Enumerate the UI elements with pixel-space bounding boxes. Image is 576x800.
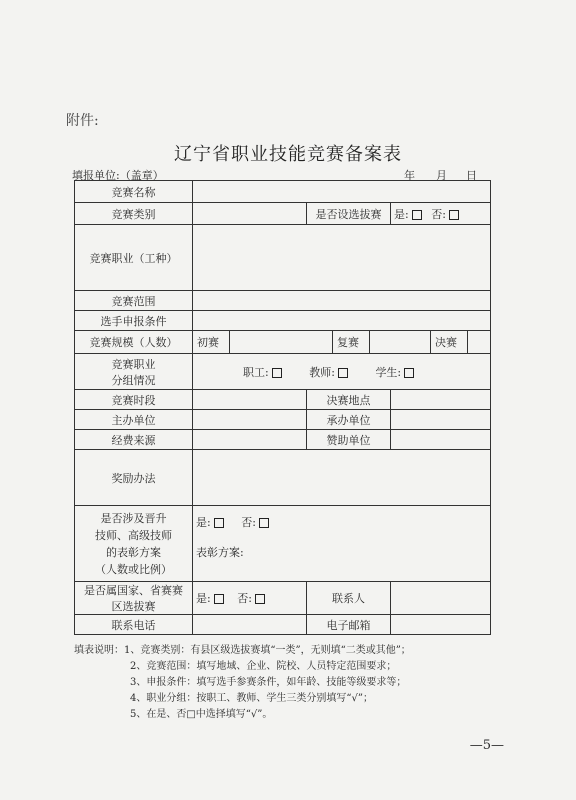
promotion-label bbox=[75, 506, 193, 582]
scale-label: 竞赛规模（人数） bbox=[75, 331, 193, 354]
form-title: 辽宁省职业技能竞赛备案表 bbox=[174, 144, 402, 165]
row-occupation bbox=[75, 225, 491, 291]
scope-field[interactable] bbox=[193, 291, 491, 311]
selection-label: 是否设选拔赛 bbox=[307, 203, 391, 225]
note-2: 2、竞赛范围：填写地域、企业、院校、人员特定范围要求； bbox=[130, 661, 397, 672]
fill-instructions bbox=[74, 643, 411, 723]
national-label bbox=[75, 582, 193, 615]
date-month: 月 bbox=[436, 169, 447, 182]
worker-label: 职工: bbox=[243, 365, 269, 379]
competition-name-label: 竞赛名称 bbox=[75, 181, 193, 203]
commend-plan-label: 表彰方案: bbox=[196, 546, 244, 559]
category-field[interactable] bbox=[193, 203, 307, 225]
category-label: 竞赛类别 bbox=[75, 203, 193, 225]
promotion-label-line4: （人数或比例） bbox=[95, 562, 172, 576]
record-form-table bbox=[74, 180, 491, 635]
promotion-no-checkbox[interactable] bbox=[259, 518, 269, 528]
row-period bbox=[75, 390, 491, 410]
note-1: 填表说明：1、竞赛类别：有县区级选拔赛填“一类”，无则填“二类或其他”； bbox=[74, 645, 411, 656]
semifinal-label: 复赛 bbox=[333, 331, 370, 353]
email-field[interactable] bbox=[391, 615, 491, 635]
row-competition-name bbox=[75, 181, 491, 203]
period-label: 竞赛时段 bbox=[75, 390, 193, 410]
final-field[interactable] bbox=[468, 331, 490, 353]
grouping-label-line2: 分组情况 bbox=[111, 373, 156, 387]
phone-field[interactable] bbox=[193, 615, 307, 635]
national-yes-checkbox[interactable] bbox=[214, 594, 224, 604]
selection-yes-label: 是: bbox=[394, 207, 409, 221]
national-label-line2: 区选拔赛 bbox=[111, 600, 156, 613]
row-funding bbox=[75, 430, 491, 450]
promotion-label-line3: 的表彰方案 bbox=[106, 545, 161, 559]
date-day: 日 bbox=[466, 169, 477, 182]
row-reward bbox=[75, 450, 491, 506]
selection-options bbox=[391, 203, 491, 225]
row-scope bbox=[75, 291, 491, 311]
phone-label: 联系电话 bbox=[75, 615, 193, 635]
promotion-field bbox=[193, 506, 491, 582]
selection-no-checkbox[interactable] bbox=[449, 210, 459, 220]
conditions-label: 选手申报条件 bbox=[75, 311, 193, 331]
scale-cells bbox=[193, 331, 491, 354]
teacher-label: 教师: bbox=[309, 365, 335, 379]
row-national bbox=[75, 582, 491, 615]
promotion-label-line1: 是否涉及晋升 bbox=[100, 511, 167, 525]
national-label-line1: 是否属国家、省赛赛 bbox=[84, 584, 183, 597]
occupation-label: 竞赛职业（工种） bbox=[75, 225, 193, 291]
national-yes-label: 是: bbox=[196, 592, 211, 605]
row-promotion bbox=[75, 506, 491, 582]
final-venue-field[interactable] bbox=[391, 390, 491, 410]
selection-yes-checkbox[interactable] bbox=[412, 210, 422, 220]
national-no-checkbox[interactable] bbox=[255, 594, 265, 604]
national-options bbox=[193, 582, 307, 615]
grouping-options bbox=[193, 354, 491, 390]
funding-field[interactable] bbox=[193, 430, 307, 450]
occupation-field[interactable] bbox=[193, 225, 491, 291]
competition-name-field[interactable] bbox=[193, 181, 491, 203]
promotion-options bbox=[196, 514, 487, 530]
promotion-label-line2: 技师、高级技师 bbox=[95, 528, 172, 542]
note-5: 5、在是、否□中选择填写“√”。 bbox=[130, 709, 273, 720]
note-4: 4、职业分组：按职工、教师、学生三类分别填写“√”； bbox=[130, 693, 373, 704]
organizer-field[interactable] bbox=[391, 410, 491, 430]
promotion-no-label: 否: bbox=[241, 516, 256, 529]
period-field[interactable] bbox=[193, 390, 307, 410]
date-year: 年 bbox=[404, 169, 415, 182]
row-phone bbox=[75, 615, 491, 635]
sponsor-field[interactable] bbox=[391, 430, 491, 450]
page-number: —5— bbox=[469, 738, 504, 753]
scope-label: 竞赛范围 bbox=[75, 291, 193, 311]
semifinal-field[interactable] bbox=[370, 331, 431, 353]
row-grouping bbox=[75, 354, 491, 390]
grouping-label-line1: 竞赛职业 bbox=[111, 357, 156, 371]
promotion-yes-checkbox[interactable] bbox=[214, 518, 224, 528]
note-3: 3、申报条件：填写选手参赛条件，如年龄、技能等级要求等； bbox=[130, 677, 407, 688]
row-scale bbox=[75, 331, 491, 354]
preliminary-label: 初赛 bbox=[193, 331, 230, 353]
reporting-unit-label: 填报单位:（盖章） bbox=[72, 169, 164, 182]
student-label: 学生: bbox=[375, 365, 402, 379]
host-label: 主办单位 bbox=[75, 410, 193, 430]
student-checkbox[interactable] bbox=[404, 368, 414, 378]
organizer-label: 承办单位 bbox=[307, 410, 391, 430]
row-host bbox=[75, 410, 491, 430]
selection-no-label: 否: bbox=[431, 207, 446, 221]
email-label: 电子邮箱 bbox=[307, 615, 391, 635]
teacher-checkbox[interactable] bbox=[338, 368, 348, 378]
row-category bbox=[75, 203, 491, 225]
national-no-label: 否: bbox=[237, 592, 252, 605]
attachment-label: 附件: bbox=[66, 113, 99, 129]
promotion-yes-label: 是: bbox=[196, 516, 211, 529]
contact-field[interactable] bbox=[391, 582, 491, 615]
contact-label: 联系人 bbox=[307, 582, 391, 615]
reward-label: 奖励办法 bbox=[75, 450, 193, 506]
final-venue-label: 决赛地点 bbox=[307, 390, 391, 410]
reward-field[interactable] bbox=[193, 450, 491, 506]
funding-label: 经费来源 bbox=[75, 430, 193, 450]
worker-checkbox[interactable] bbox=[272, 368, 282, 378]
final-label: 决赛 bbox=[431, 331, 468, 353]
row-conditions bbox=[75, 311, 491, 331]
preliminary-field[interactable] bbox=[230, 331, 333, 353]
host-field[interactable] bbox=[193, 410, 307, 430]
grouping-label bbox=[75, 354, 193, 390]
sponsor-label: 赞助单位 bbox=[307, 430, 391, 450]
conditions-field[interactable] bbox=[193, 311, 491, 331]
